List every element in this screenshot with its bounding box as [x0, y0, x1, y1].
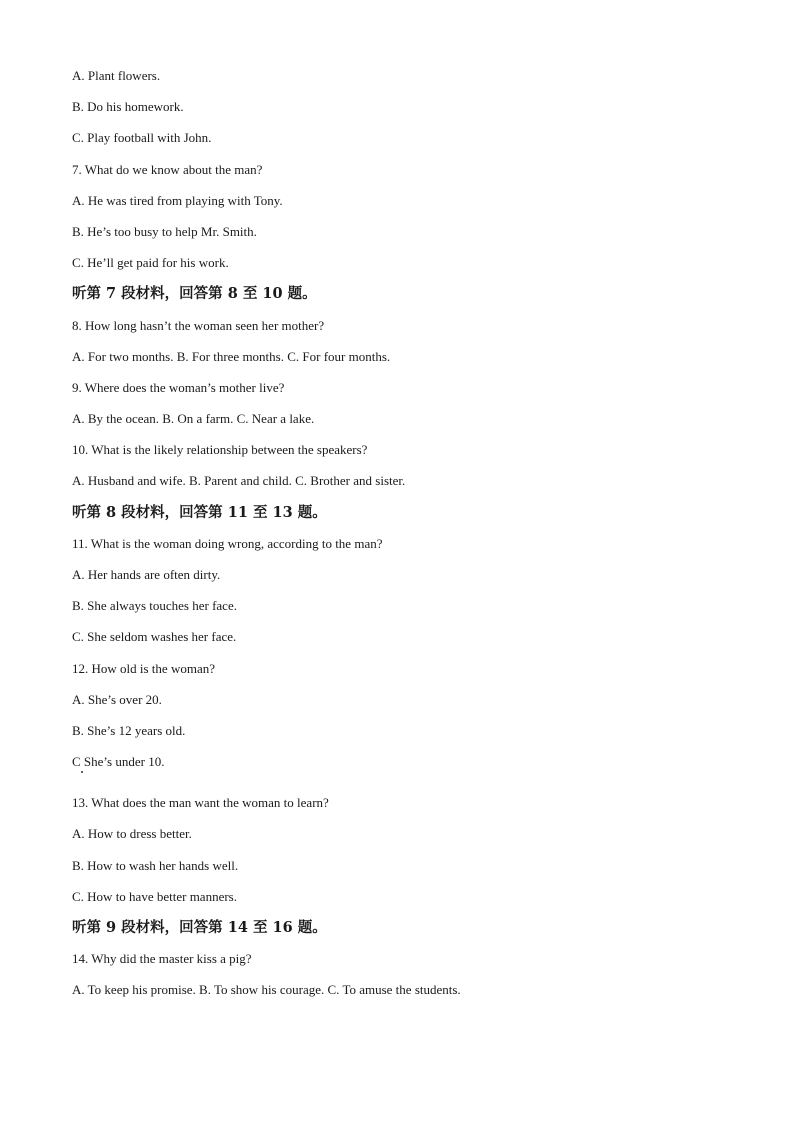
- option-line: C. Play football with John.: [72, 130, 212, 146]
- option-line: A. Her hands are often dirty.: [72, 567, 221, 582]
- stray-dot-mark: [81, 771, 83, 773]
- option-line: C. How to have better manners.: [72, 888, 237, 904]
- option-line: A. Plant flowers.: [72, 68, 161, 83]
- option-line: B. How to wash her hands well.: [72, 857, 239, 873]
- section-heading: 听第 7 段材料，回答第 8 至 10 题。: [72, 285, 317, 303]
- option-line: A. By the ocean. B. On a farm. C. Near a lake.: [72, 411, 315, 427]
- option-line: B. Do his homework.: [72, 99, 184, 115]
- option-line: C. She seldom washes her face.: [72, 629, 237, 645]
- option-line: A. For two months. B. For three months. C. For four months.: [72, 348, 391, 364]
- section-heading: 听第 9 段材料，回答第 14 至 16 题。: [72, 918, 327, 936]
- option-line: B. She’s 12 years old.: [72, 722, 186, 738]
- option-line: A. How to dress better.: [72, 826, 192, 842]
- question-8: 8. How long hasn’t the woman seen her mother?: [72, 317, 325, 333]
- question-12: 12. How old is the woman?: [72, 660, 215, 676]
- option-line: A. To keep his promise. B. To show his courage. C. To amuse the students.: [72, 982, 461, 998]
- question-11: 11. What is the woman doing wrong, according to the man?: [72, 535, 383, 551]
- option-line: A. He was tired from playing with Tony.: [72, 192, 283, 208]
- option-line: B. She always touches her face.: [72, 598, 237, 614]
- option-line: A. Husband and wife. B. Parent and child. C. Brother and sister.: [72, 473, 406, 489]
- option-line-with-dot: [72, 752, 752, 772]
- document-page: [72, 66, 752, 1011]
- option-line: C. He’ll get paid for his work.: [72, 255, 229, 271]
- question-7: 7. What do we know about the man?: [72, 161, 263, 177]
- question-14: 14. Why did the master kiss a pig?: [72, 951, 252, 967]
- question-13: 13. What does the man want the woman to learn?: [72, 795, 329, 811]
- question-9: 9. Where does the woman’s mother live?: [72, 379, 285, 395]
- section-heading: 听第 8 段材料，回答第 11 至 13 题。: [72, 503, 327, 521]
- option-text: C She’s under 10.: [72, 754, 165, 770]
- option-line: A. She’s over 20.: [72, 691, 162, 707]
- option-line: B. He’s too busy to help Mr. Smith.: [72, 223, 257, 239]
- question-10: 10. What is the likely relationship between the speakers?: [72, 442, 368, 458]
